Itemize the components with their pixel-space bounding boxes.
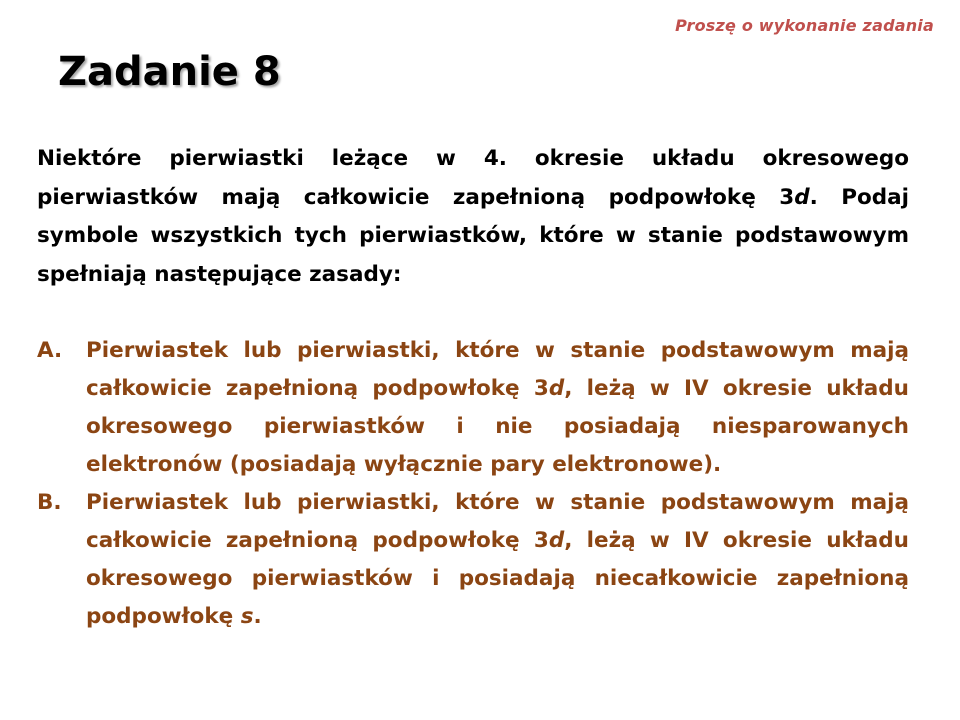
task-marker-a: A.: [37, 338, 63, 363]
top-note: Proszę o wykonanie zadania: [675, 16, 934, 35]
intro-text-1: Niektóre pierwiastki leżące w 4. okresie układu okresowego pierwiastków mają całkowicie zapełnioną podpowłokę 3: [37, 146, 909, 210]
task-b-text-3: .: [253, 604, 262, 629]
slide-title: Zadanie 8: [58, 49, 281, 95]
task-a-italic-d: d: [548, 376, 565, 401]
intro-italic-d: d: [794, 184, 810, 210]
task-b-italic-d: d: [548, 528, 565, 553]
task-item-a: [37, 332, 909, 484]
task-marker-b: B.: [37, 490, 62, 515]
task-b-text-1: Pierwiastek lub pierwiastki, które w stanie podstawowym mają całkowicie zapełnioną podpowłokę 3: [86, 490, 909, 553]
task-b-italic-s: s: [240, 604, 254, 629]
task-item-b: [37, 484, 909, 636]
task-a-text-1: Pierwiastek lub pierwiastki, które w stanie podstawowym mają całkowicie zapełnioną podpowłokę 3: [86, 338, 909, 401]
task-description: [37, 140, 909, 294]
intro-text-2: . Podaj symbole wszystkich tych pierwiastków, które w stanie podstawowym spełniają następujące zasady:: [37, 184, 909, 287]
task-list: [37, 332, 909, 636]
task-a-text-2: , leżą w IV okresie układu okresowego pierwiastków i nie posiadają niesparowanych elektronów (posiadają wyłącznie pary elektronowe).: [86, 376, 909, 477]
task-b-text-2: , leżą w IV okresie układu okresowego pierwiastków i posiadają niecałkowicie zapełnioną podpowłokę: [86, 528, 909, 629]
